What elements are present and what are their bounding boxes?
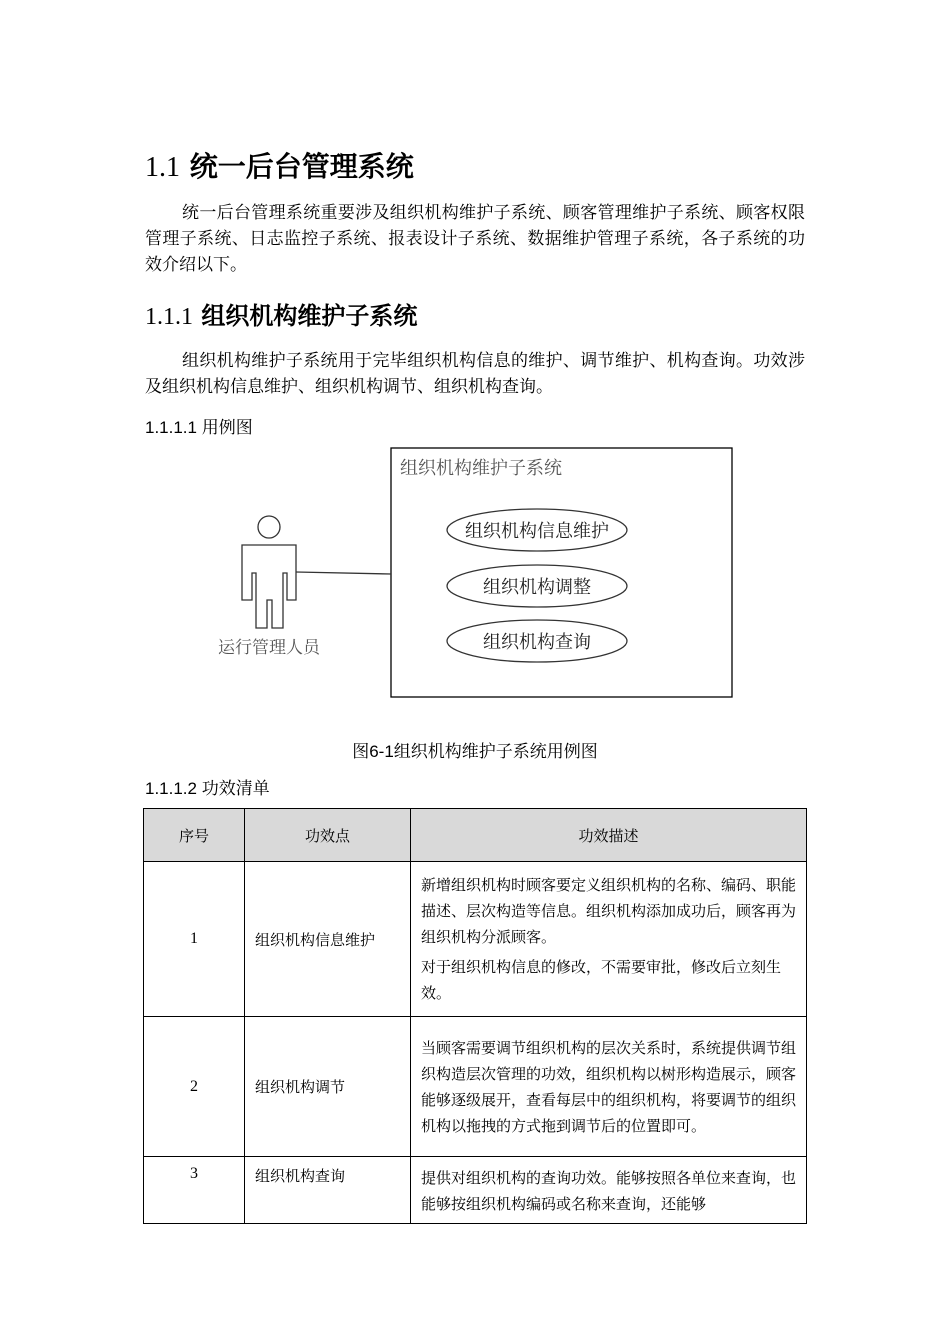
description-paragraph: 新增组织机构时顾客要定义组织机构的名称、编码、职能描述、层次构造等信息。组织机构添加成功后，顾客再为组织机构分派顾客。 xyxy=(421,876,797,946)
table-row xyxy=(144,862,807,1017)
function-point: 组织机构信息维护 xyxy=(245,862,411,1017)
usecase-label: 组织机构信息维护 xyxy=(465,521,609,542)
function-description xyxy=(411,1157,807,1224)
function-description xyxy=(411,862,807,1017)
usecase-diagram xyxy=(210,445,740,705)
section-number: 1.1 xyxy=(145,152,180,183)
function-description xyxy=(411,1017,807,1157)
subsection-heading xyxy=(145,296,417,331)
description-paragraph: 对于组织机构信息的修改，不需要审批，修改后立刻生效。 xyxy=(421,958,782,1002)
association-line xyxy=(296,572,391,574)
function-point: 组织机构查询 xyxy=(245,1157,411,1224)
column-header: 功效描述 xyxy=(411,809,807,862)
function-list-heading: 1.1.1.2 功效清单 xyxy=(145,779,270,798)
subsection-title: 组织机构维护子系统 xyxy=(201,301,418,330)
actor-icon xyxy=(242,516,296,628)
usecase-label: 组织机构调整 xyxy=(483,577,591,598)
system-label: 组织机构维护子系统 xyxy=(400,458,562,479)
figure-caption: 图6-1组织机构维护子系统用例图 xyxy=(352,742,598,761)
table-header-row xyxy=(144,809,807,862)
function-table xyxy=(143,808,807,1224)
function-point: 组织机构调节 xyxy=(245,1017,411,1157)
section-title: 统一后台管理系统 xyxy=(189,150,414,183)
row-number: 2 xyxy=(144,1017,245,1157)
section-heading xyxy=(145,145,414,185)
actor-label: 运行管理人员 xyxy=(218,638,320,658)
usecase-heading: 1.1.1.1 用例图 xyxy=(145,418,253,437)
row-number: 3 xyxy=(144,1157,245,1224)
row-number: 1 xyxy=(144,862,245,1017)
section-intro: 统一后台管理系统重要涉及组织机构维护子系统、顾客管理维护子系统、顾客权限管理子系统、日志监控子系统、报表设计子系统、数据维护管理子系统，各子系统的功效介绍以下。 xyxy=(145,203,805,275)
subsection-number: 1.1.1 xyxy=(145,304,193,330)
description-paragraph: 提供对组织机构的查询功效。能够按照各单位来查询，也能够按组织机构编码或名称来查询，还能够 xyxy=(421,1169,797,1213)
description-paragraph: 当顾客需要调节组织机构的层次关系时，系统提供调节组织构造层次管理的功效，组织机构以树形构造展示，顾客能够逐级展开，查看每层中的组织机构，将要调节的组织机构以拖拽的方式拖到调节后的位置即可。 xyxy=(421,1038,797,1135)
usecase-label: 组织机构查询 xyxy=(483,632,591,653)
table-row xyxy=(144,1157,807,1224)
column-header: 序号 xyxy=(144,809,245,862)
column-header: 功效点 xyxy=(245,809,411,862)
table-row xyxy=(144,1017,807,1157)
subsection-intro: 组织机构维护子系统用于完毕组织机构信息的维护、调节维护、机构查询。功效涉及组织机构信息维护、组织机构调节、组织机构查询。 xyxy=(145,351,805,397)
